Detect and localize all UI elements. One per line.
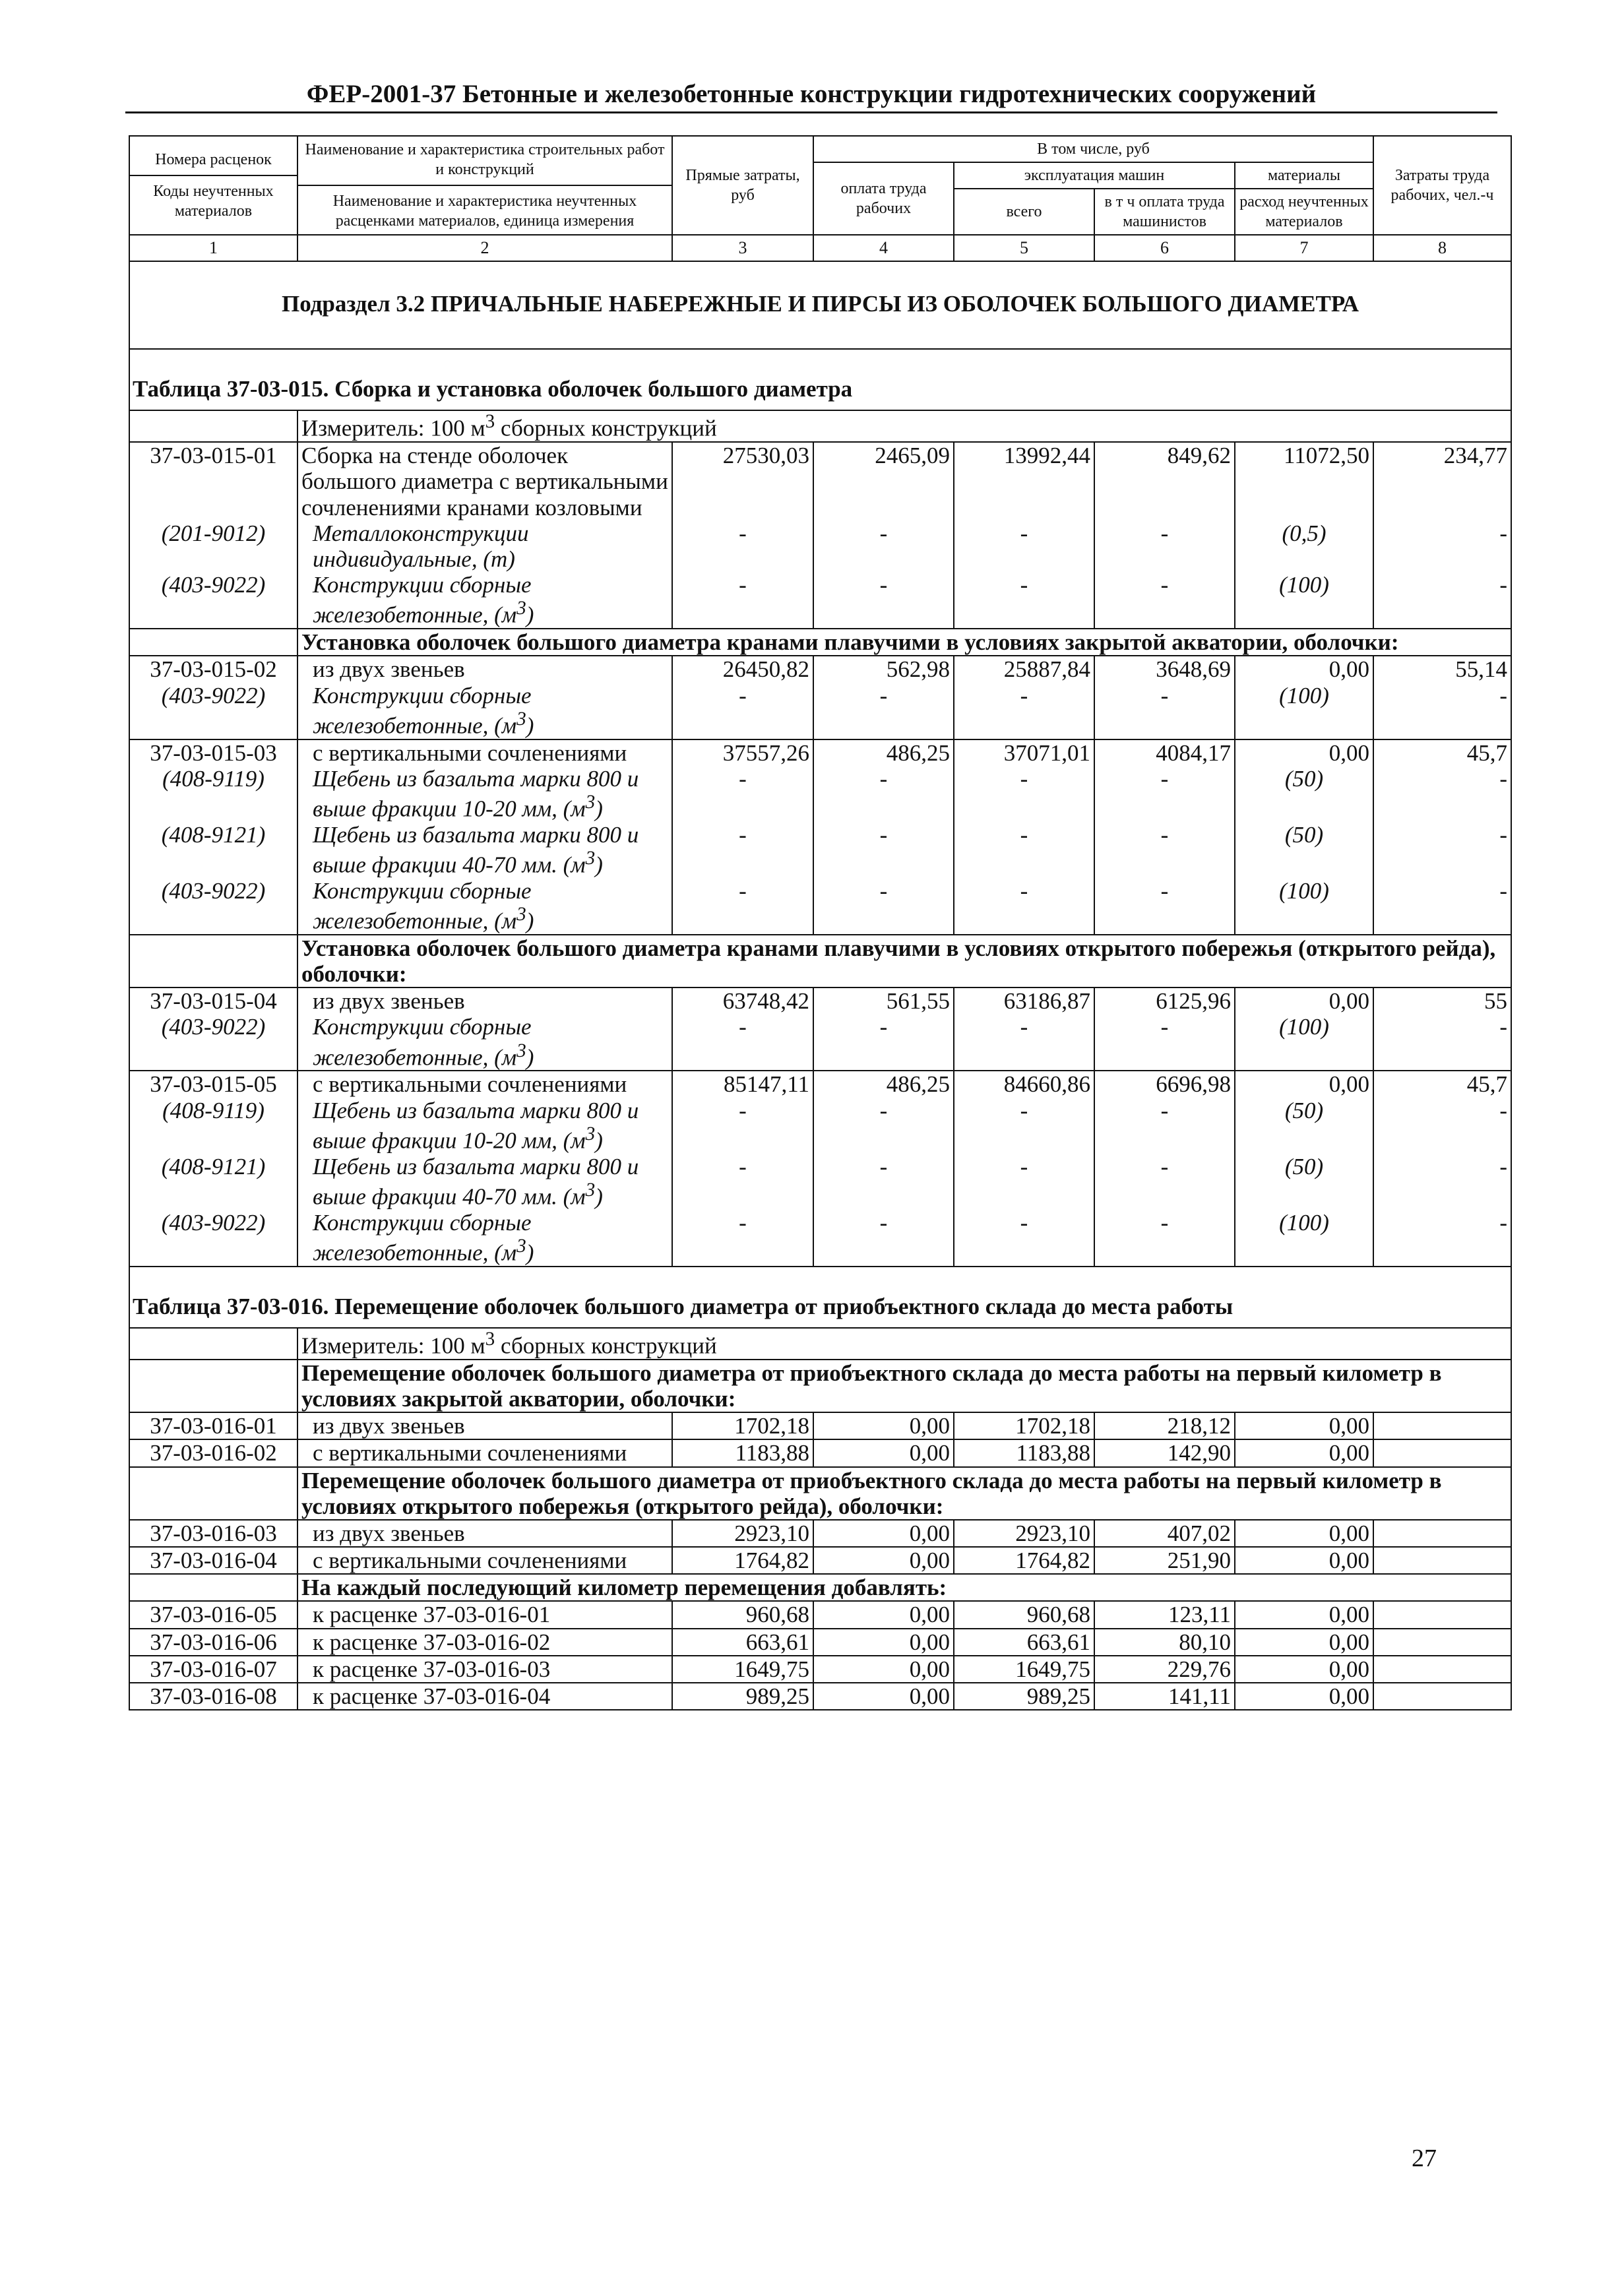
table-row: 37-03-015-01 Сборка на стенде оболочек большого диаметра с вертикальными сочленениями кранами козловыми 27530,03 2465,09 13992,44 849,62 11072,50 234,77 [129, 442, 1511, 520]
table-row: 37-03-016-07 к расценке 37-03-016-03 1649,75 0,00 1649,75 229,76 0,00 [129, 1656, 1511, 1683]
material-row: (403-9022) Конструкции сборные железобетонные, $(м^3)$ - - - - (100) - [129, 683, 1511, 739]
table-row: 37-03-015-04 из двух звеньев 63748,42 561,55 63186,87 6125,96 0,00 55 [129, 988, 1511, 1014]
page-number: 27 [1412, 2145, 1437, 2172]
header-machines: эксплуатация машин [954, 162, 1235, 189]
table-title-015: Таблица 37-03-015. Сборка и установка оболочек большого диаметра [129, 349, 1511, 410]
group-heading: Установка оболочек большого диаметра кранами плавучими в условиях закрытой акватории, оболочки: [297, 629, 1511, 656]
group-heading: Перемещение оболочек большого диаметра от приобъектного склада до места работы на первый километр в условиях открытого побережья (открытого рейда), оболочки: [297, 1467, 1511, 1520]
header-machines-total: всего [954, 189, 1094, 235]
header-wages: оплата труда рабочих [813, 162, 954, 235]
table-row: 37-03-015-02 из двух звеньев 26450,82 562,98 25887,84 3648,69 0,00 55,14 [129, 656, 1511, 682]
table-row: 37-03-016-08 к расценке 37-03-016-04 989,25 0,00 989,25 141,11 0,00 [129, 1683, 1511, 1710]
table-row: 37-03-016-06 к расценке 37-03-016-02 663,61 0,00 663,61 80,10 0,00 [129, 1629, 1511, 1656]
material-row: (408-9119) Щебень из базальта марки 800 и выше фракции 10-20 мм, $(м^3)$ - - - - (50) - [129, 766, 1511, 822]
column-numbers: 1 2 3 4 5 6 7 8 [129, 235, 1511, 261]
header-labor: Затраты труда рабочих, чел.-ч [1373, 136, 1511, 235]
unit-016: Измеритель: 100 $м^3$ сборных конструкций [297, 1328, 1511, 1360]
table-row: 37-03-015-03 с вертикальными сочленениями 37557,26 486,25 37071,01 4084,17 0,00 45,7 [129, 739, 1511, 766]
group-heading: Перемещение оболочек большого диаметра от приобъектного склада до места работы на первый километр в условиях закрытой акватории, оболочки: [297, 1360, 1511, 1412]
table-row: 37-03-015-05 с вертикальными сочленениями 85147,11 486,25 84660,86 6696,98 0,00 45,7 [129, 1071, 1511, 1097]
header-materials: материалы [1235, 162, 1373, 189]
material-row: (201-9012) Металлоконструкции индивидуальные, (т) - - - - (0,5) - [129, 520, 1511, 572]
header-direct-costs: Прямые затраты, руб [672, 136, 813, 235]
material-row: (403-9022) Конструкции сборные железобетонные, $(м^3)$ - - - - (100) - [129, 1210, 1511, 1267]
unit-015: Измеритель: 100 $м^3$ сборных конструкций [297, 410, 1511, 442]
header-machinist-wages: в т ч оплата труда машинистов [1094, 189, 1235, 235]
header-material-use: расход неучтенных материалов [1235, 189, 1373, 235]
group-heading: Установка оболочек большого диаметра кранами плавучими в условиях открытого побережья (открытого рейда), оболочки: [297, 935, 1511, 988]
table-row: 37-03-016-01 из двух звеньев 1702,18 0,00 1702,18 218,12 0,00 [129, 1412, 1511, 1439]
group-heading: На каждый последующий километр перемещения добавлять: [297, 1574, 1511, 1601]
section-title: Подраздел 3.2 ПРИЧАЛЬНЫЕ НАБЕРЕЖНЫЕ И ПИРСЫ ИЗ ОБОЛОЧЕК БОЛЬШОГО ДИАМЕТРА [129, 261, 1511, 349]
material-row: (403-9022) Конструкции сборные железобетонные, $(м^3)$ - - - - (100) - [129, 1014, 1511, 1071]
material-row: (403-9022) Конструкции сборные железобетонные, $(м^3)$ - - - - (100) - [129, 878, 1511, 935]
running-header: ФЕР-2001-37 Бетонные и железобетонные конструкции гидротехнических сооружений [125, 79, 1497, 113]
material-row: (403-9022) Конструкции сборные железобетонные, $(м^3)$ - - - - (100) - [129, 572, 1511, 629]
table-title-016: Таблица 37-03-016. Перемещение оболочек большого диаметра от приобъектного склада до места работы [129, 1267, 1511, 1328]
table-row: 37-03-016-04 с вертикальными сочленениями 1764,82 0,00 1764,82 251,90 0,00 [129, 1547, 1511, 1574]
header-names: Наименование и характеристика строительных работ и конструкций Наименование и характеристика неучтенных расценками материалов, единица измерения [297, 136, 672, 235]
header-codes: Номера расценок Коды неучтенных материалов [129, 136, 297, 235]
material-row: (408-9119) Щебень из базальта марки 800 и выше фракции 10-20 мм, $(м^3)$ - - - - (50) - [129, 1098, 1511, 1154]
table-row: 37-03-016-05 к расценке 37-03-016-01 960,68 0,00 960,68 123,11 0,00 [129, 1601, 1511, 1628]
material-row: (408-9121) Щебень из базальта марки 800 и выше фракции 40-70 мм. $(м^3)$ - - - - (50) - [129, 822, 1511, 878]
price-table [129, 135, 1512, 1710]
header-including: В том числе, руб [813, 136, 1373, 162]
material-row: (408-9121) Щебень из базальта марки 800 и выше фракции 40-70 мм. $(м^3)$ - - - - (50) - [129, 1154, 1511, 1210]
table-row: 37-03-016-02 с вертикальными сочленениями 1183,88 0,00 1183,88 142,90 0,00 [129, 1439, 1511, 1466]
table-row: 37-03-016-03 из двух звеньев 2923,10 0,00 2923,10 407,02 0,00 [129, 1520, 1511, 1547]
